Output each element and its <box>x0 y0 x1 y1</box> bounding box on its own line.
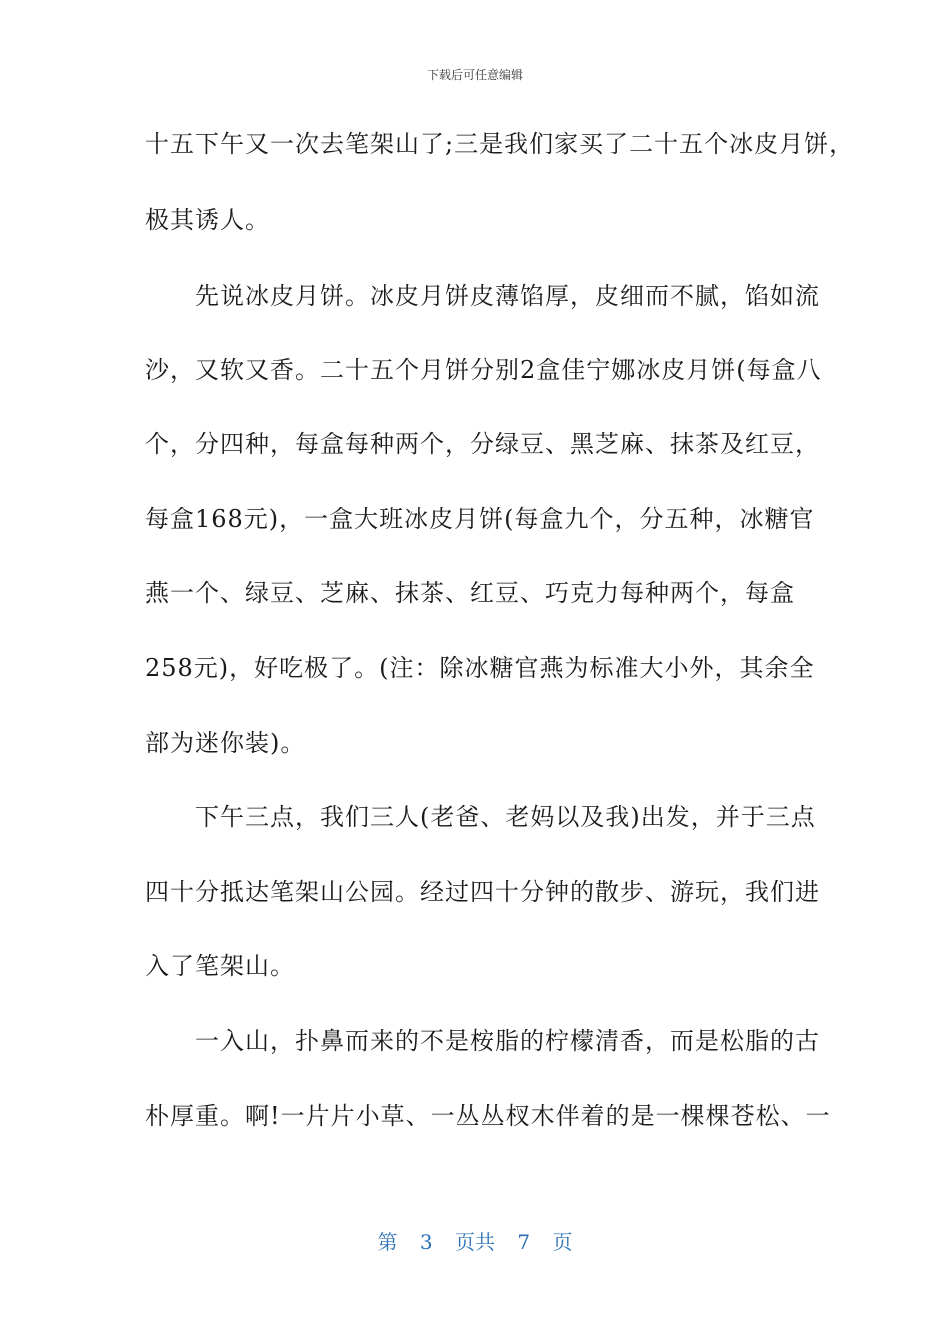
text-line: 十五下午又一次去笔架山了;三是我们家买了二十五个冰皮月饼， <box>145 130 855 158</box>
footer-suffix: 页 <box>552 1230 573 1254</box>
text-line: 朴厚重。啊!一片片小草、一丛丛杈木伴着的是一棵棵苍松、一 <box>145 1102 831 1130</box>
page-footer <box>0 1226 950 1255</box>
text-line: 部为迷你装)。 <box>145 729 306 757</box>
text-line: 先说冰皮月饼。冰皮月饼皮薄馅厚，皮细而不腻，馅如流 <box>145 282 820 310</box>
text-line: 入了笔架山。 <box>145 952 295 980</box>
text-line: 四十分抵达笔架山公园。经过四十分钟的散步、游玩，我们进 <box>145 878 820 906</box>
text-line: 极其诱人。 <box>145 206 270 234</box>
text-line: 个，分四种，每盒每种两个，分绿豆、黑芝麻、抹茶及红豆， <box>145 430 820 458</box>
total-pages-number: 7 <box>517 1230 531 1254</box>
footer-middle: 页共 <box>455 1230 495 1254</box>
current-page-number: 3 <box>419 1230 433 1254</box>
text-line: 下午三点，我们三人(老爸、老妈以及我)出发，并于三点 <box>145 803 816 831</box>
text-line: 燕一个、绿豆、芝麻、抹茶、红豆、巧克力每种两个，每盒 <box>145 579 795 607</box>
footer-prefix: 第 <box>377 1230 398 1254</box>
text-line: 沙，又软又香。二十五个月饼分别2盒佳宁娜冰皮月饼(每盒八 <box>145 356 822 384</box>
page-header: 下载后可任意编辑 <box>426 68 523 82</box>
text-line: 每盒168元)，一盒大班冰皮月饼(每盒九个，分五种，冰糖官 <box>145 505 815 533</box>
text-line: 258元)，好吃极了。(注：除冰糖官燕为标准大小外，其余全 <box>145 654 815 682</box>
text-line: 一入山，扑鼻而来的不是桉脂的柠檬清香，而是松脂的古 <box>145 1027 820 1055</box>
